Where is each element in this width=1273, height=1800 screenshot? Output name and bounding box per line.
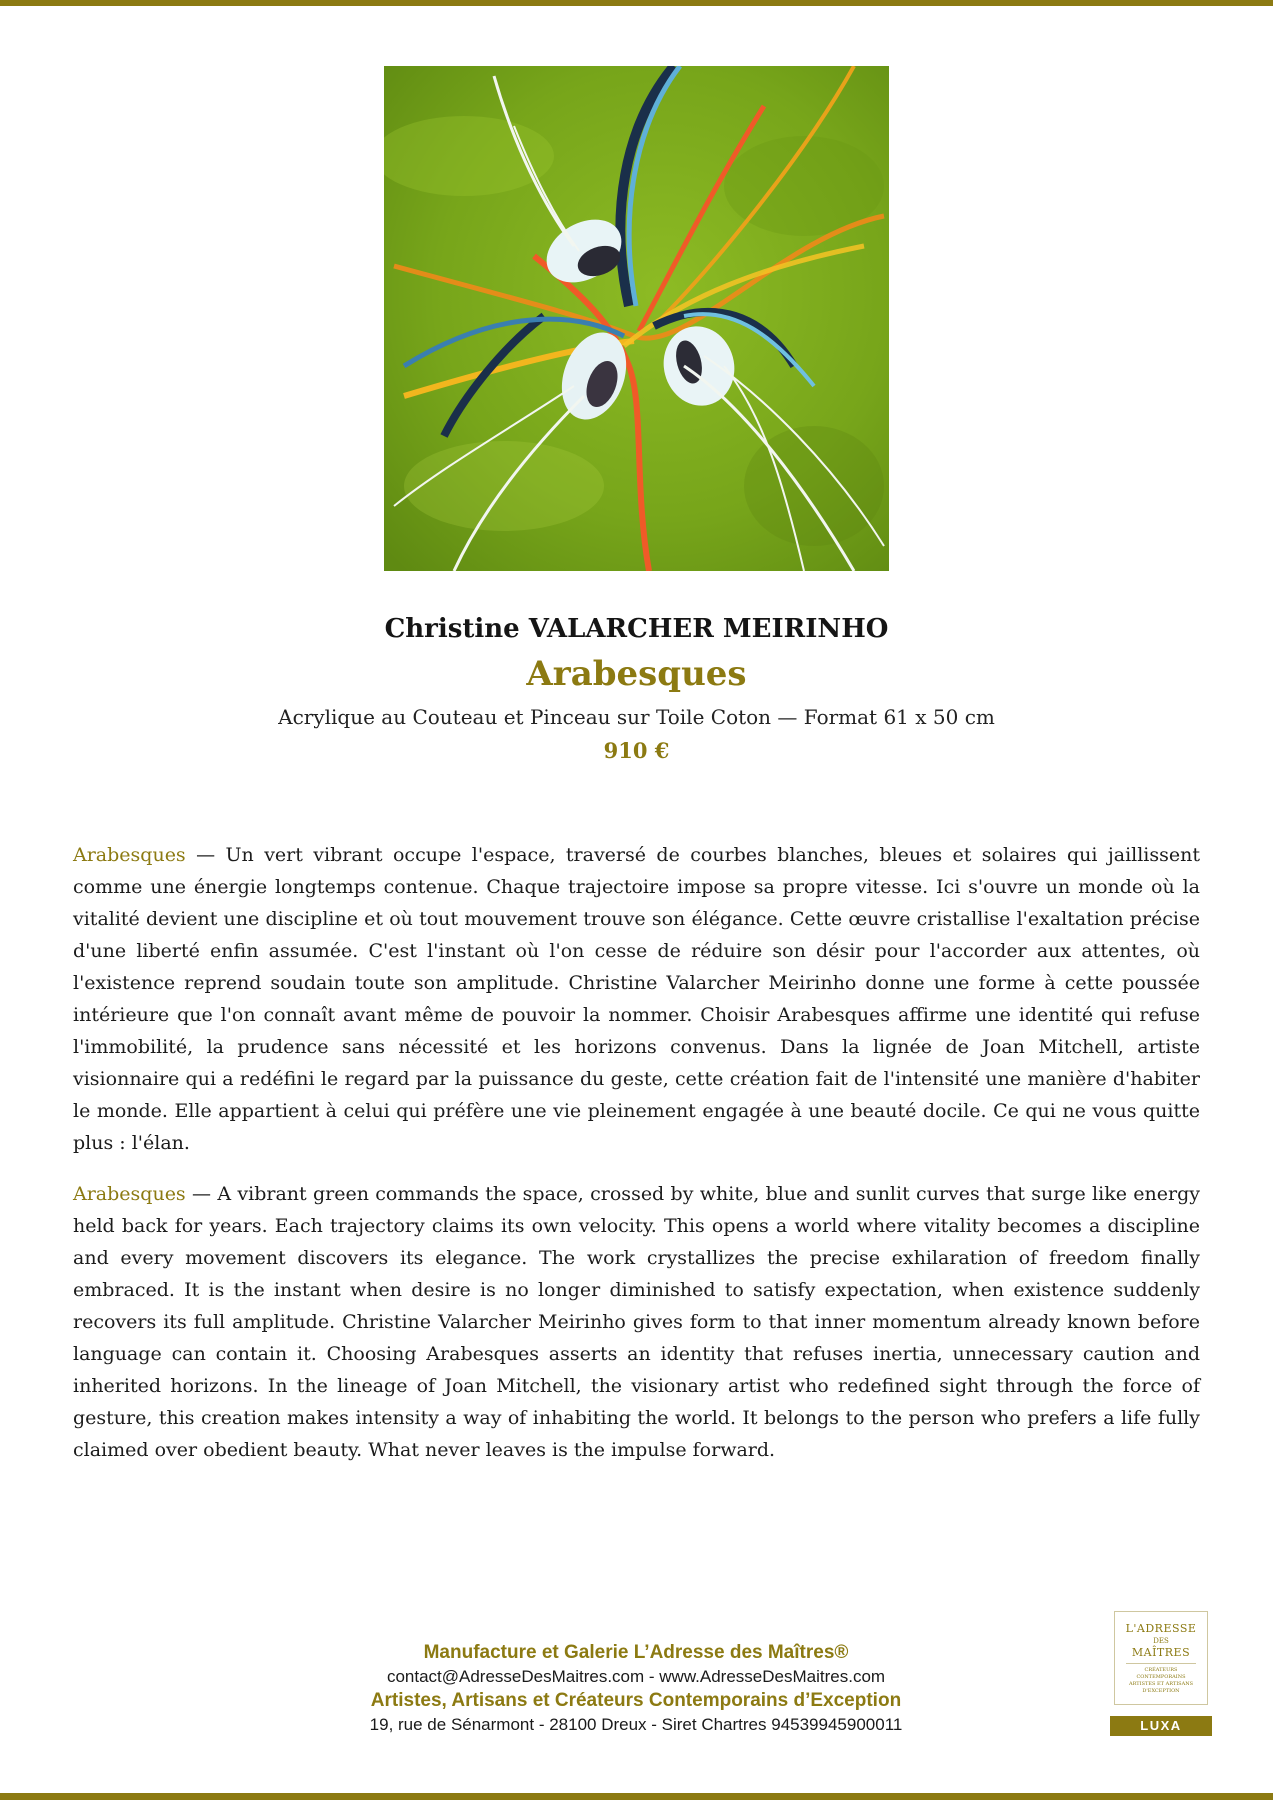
- description-keyword: Arabesques: [73, 844, 186, 866]
- logo-line-3: MAÎTRES: [1131, 1646, 1191, 1659]
- logo-line-1: L'ADRESSE: [1125, 1622, 1197, 1635]
- artwork-medium: Acrylique au Couteau et Pinceau sur Toile Coton — Format 61 x 50 cm: [278, 705, 995, 729]
- description-keyword: Arabesques: [73, 1183, 186, 1205]
- description-text: — A vibrant green commands the space, crossed by white, blue and sunlit curves that surge like energy held back for years. Each trajectory claims its own velocity. This opens a world where vitality becomes a discipline and every movement discovers its elegance. The work crystallizes the precise exhilaration of freedom finally embraced. It is the instant when desire is no longer diminished to satisfy expectation, when existence suddenly recovers its full amplitude. Christine Valarcher Meirinho gives form to that inner momentum already known before language can contain it. Choosing Arabesques asserts an identity that refuses inertia, unnecessary caution and inherited horizons. In the lineage of Joan Mitchell, the visionary artist who redefined sight through the force of gesture, this creation makes intensity a way of inhabiting the world. It belongs to the person who prefers a life fully claimed over obedient beauty. What never leaves is the impulse forward.: [73, 1183, 1200, 1461]
- gallery-footer: [236, 1640, 1036, 1736]
- logo-subtitle: CRÉATEURS CONTEMPORAINS ARTISTES ET ARTISANS D'EXCEPTION: [1128, 1667, 1194, 1694]
- gallery-logo: [1114, 1611, 1208, 1705]
- gallery-tagline: Artistes, Artisans et Créateurs Contemporains d’Exception: [370, 1690, 902, 1711]
- description-text: — Un vert vibrant occupe l'espace, traversé de courbes blanches, bleues et solaires qui jaillissent comme une énergie longtemps contenue. Chaque trajectoire impose sa propre vitesse. Ici s'ouvre un monde où la vitalité devient une discipline et où tout mouvement trouve son élégance. Cette œuvre cristallise l'exaltation précise d'une liberté enfin assumée. C'est l'instant où l'on cesse de réduire son désir pour l'accorder aux attentes, où l'existence reprend soudain toute son amplitude. Christine Valarcher Meirinho donne une forme à cette poussée intérieure que l'on connaît avant même de pouvoir la nommer. Choisir Arabesques affirme une identité qui refuse l'immobilité, la prudence sans nécessité et les horizons convenus. Dans la lignée de Joan Mitchell, artiste visionnaire qui a redéfini le regard par la puissance du geste, cette création fait de l'intensité une manière d'habiter le monde. Elle appartient à celui qui préfère une vie pleinement engagée à une beauté docile. Ce qui ne vous quitte plus : l'élan.: [73, 844, 1200, 1154]
- abstract-painting: [384, 66, 889, 571]
- logo-line-2: DES: [1153, 1637, 1169, 1645]
- artwork-title: Arabesques: [526, 654, 747, 694]
- artist-name: Christine VALARCHER MEIRINHO: [384, 614, 889, 644]
- artwork-price: 910 €: [603, 738, 670, 763]
- gallery-contact[interactable]: contact@AdresseDesMaitres.com - www.AdresseDesMaitres.com: [386, 1667, 886, 1686]
- artwork-image: [384, 66, 889, 571]
- luxa-badge: LUXA: [1110, 1716, 1212, 1736]
- gallery-name: Manufacture et Galerie L’Adresse des Maîtres®: [423, 1642, 849, 1663]
- logo-divider: [1126, 1663, 1196, 1664]
- bottom-border: [0, 1793, 1273, 1800]
- top-border: [0, 0, 1273, 6]
- description-french: [73, 839, 1200, 1159]
- gallery-address: 19, rue de Sénarmont - 28100 Dreux - Siret Chartres 94539945900011: [369, 1715, 903, 1734]
- description-english: [73, 1178, 1200, 1466]
